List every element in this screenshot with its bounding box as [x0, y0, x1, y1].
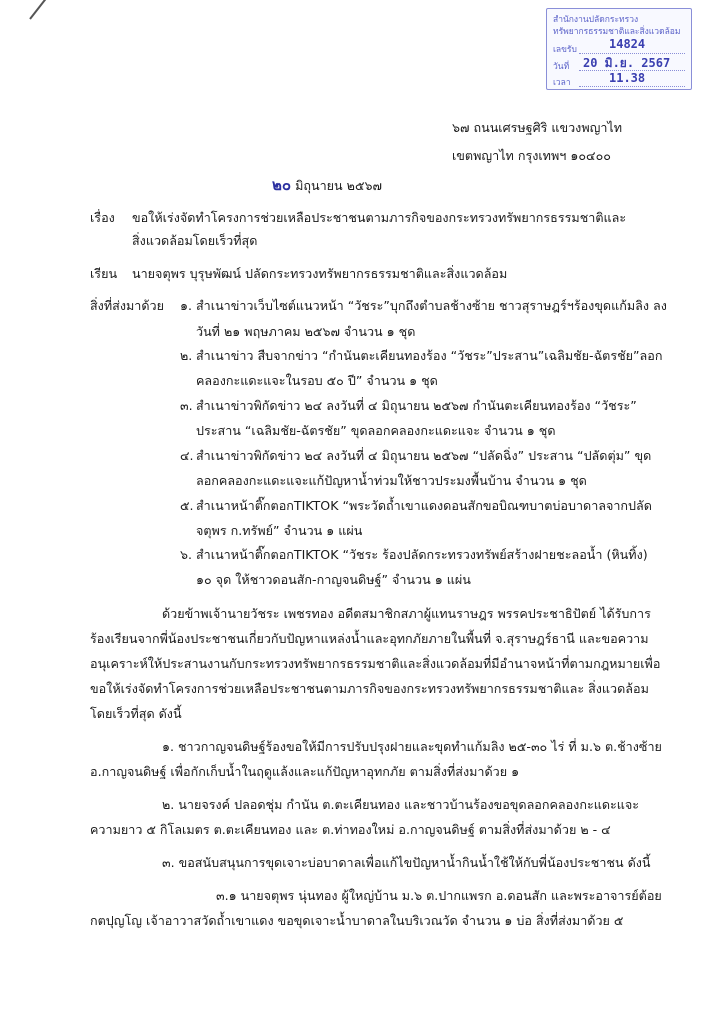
recipient-label: เรียน: [90, 266, 118, 281]
stamp-date: 20 มิ.ย. 2567: [583, 56, 671, 70]
enclosure-line: สำเนาข่าว สืบจากข่าว “กำนันตะเคียนทองร้อง “วัชระ”ประสาน”เฉลิมชัย-ฉัตรชัย”ลอก: [196, 348, 663, 363]
enclosure-line: สำเนาข่าวพิกัดข่าว ๒๔ ลงวันที่ ๔ มิถุนายน ๒๕๖๗ “ปลัดฉิ่ง” ประสาน “ปลัดตุ่ม” ขุด: [196, 448, 652, 463]
stamp-line1: สำนักงานปลัดกระทรวง: [553, 15, 639, 25]
request-item-3-1: ๓.๑ นายจตุพร นุ่นทอง ผู้ใหญ่บ้าน ม.๖ ต.ปากแพรก อ.ดอนสัก และพระอาจารย์ต้อย: [216, 888, 662, 903]
enclosure-line: คลองกะแดะแจะในรอบ ๕๐ ปี” จำนวน ๑ ชุด: [196, 373, 438, 388]
stamp-label-date: วันที่: [553, 62, 570, 72]
stamp-label-number: เลขรับ: [553, 45, 577, 55]
body-line: อนุเคราะห์ให้ประสานงานกับกระทรวงทรัพยากรธรรมชาติและสิ่งแวดล้อมที่มีอำนาจหน้าที่ตามกฎหมายเพื่อ: [90, 656, 661, 671]
subject-line1: ขอให้เร่งจัดทำโครงการช่วยเหลือประชาชนตามภารกิจของกระทรวงทรัพยากรธรรมชาติและ: [132, 210, 627, 225]
enclosure-line: วันที่ ๒๑ พฤษภาคม ๒๕๖๗ จำนวน ๑ ชุด: [196, 324, 416, 339]
pen-mark: [29, 0, 49, 20]
letter-date-day: ๒๐: [272, 176, 292, 194]
request-item-1: ๑. ชาวกาญจนดิษฐ์ร้องขอให้มีการปรับปรุงฝายและขุดทำแก้มลิง ๒๕-๓๐ ไร่ ที่ ม.๖ ต.ช้างซ้าย: [162, 739, 662, 754]
stamp-label-time: เวลา: [553, 78, 571, 88]
stamp-rule: [579, 86, 685, 87]
enclosure-line: จตุพร ก.ทรัพย์” จำนวน ๑ แผ่น: [196, 523, 363, 538]
letter-date: [272, 173, 382, 197]
enclosure-line: สำเนาข่าวเว็บไซต์แนวหน้า “วัชระ”บุกถึงตำบลช้างซ้าย ชาวสุราษฎร์ฯร้องขุดแก้มลิง ลง: [196, 298, 667, 313]
enclosure-line: สำเนาหน้าติ๊กตอกTIKTOK “พระวัดถ้ำเขาแดงดอนสักขอบิณฑบาตบ่อบาดาลจากปลัด: [196, 498, 652, 513]
sender-address-line2: เขตพญาไท กรุงเทพฯ ๑๐๔๐๐: [452, 148, 611, 163]
subject-line2: สิ่งแวดล้อมโดยเร็วที่สุด: [132, 233, 258, 248]
enclosure-line: ลอกคลองกะแดะแจะแก้ปัญหาน้ำท่วมให้ชาวประมงพื้นบ้าน จำนวน ๑ ชุด: [196, 473, 587, 488]
enclosure-line: สำเนาหน้าติ๊กตอกTIKTOK “วัชระ ร้องปลัดกระทรวงทรัพย์สร้างฝายชะลอน้ำ (หินทิ้ง): [196, 547, 648, 562]
request-item-3: ๓. ขอสนับสนุนการขุดเจาะบ่อบาดาลเพื่อแก้ไขปัญหาน้ำกินน้ำใช้ให้กับพี่น้องประชาชน ดังนี้: [162, 855, 651, 870]
request-item-2: ๒. นายจรงค์ ปลอดชุ่ม กำนัน ต.ตะเคียนทอง และชาวบ้านร้องขอขุดลอกคลองกะแดะแจะ: [162, 797, 640, 812]
body-line: ด้วยข้าพเจ้านายวัชระ เพชรทอง อดีตสมาชิกสภาผู้แทนราษฎร พรรคประชาธิปัตย์ ได้รับการ: [162, 606, 651, 621]
letter-date-month-year: มิถุนายน ๒๕๖๗: [295, 178, 382, 193]
enclosure-num: ๓.: [180, 398, 193, 413]
body-line: ร้องเรียนจากพี่น้องประชาชนเกี่ยวกับปัญหาแหล่งน้ำและอุทกภัยภายในพื้นที่ จ.สุราษฎร์ธานี และขอความ: [90, 631, 649, 646]
stamp-number: 14824: [609, 37, 646, 51]
stamp-time: 11.38: [609, 71, 646, 85]
sender-address-line1: ๖๗ ถนนเศรษฐศิริ แขวงพญาไท: [452, 120, 623, 135]
enclosure-num: ๖.: [180, 547, 192, 562]
enclosure-line: ประสาน “เฉลิมชัย-ฉัตรชัย” ขุดลอกคลองกะแดะแจะ จำนวน ๑ ชุด: [196, 423, 556, 438]
enclosure-num: ๑.: [180, 298, 192, 313]
receipt-stamp: [546, 8, 692, 90]
subject-label: เรื่อง: [90, 210, 115, 225]
stamp-line2: ทรัพยากรธรรมชาติและสิ่งแวดล้อม: [553, 27, 681, 37]
enclosure-num: ๔.: [180, 448, 194, 463]
request-item-1-cont: อ.กาญจนดิษฐ์ เพื่อกักเก็บน้ำในฤดูแล้งและแก้ปัญหาอุทกภัย ตามสิ่งที่ส่งมาด้วย ๑: [90, 764, 520, 779]
enclosure-line: ๑๐ จุด ให้ชาวดอนสัก-กาญจนดิษฐ์” จำนวน ๑ แผ่น: [196, 572, 471, 587]
enclosures-label: สิ่งที่ส่งมาด้วย: [90, 298, 164, 313]
body-line: ขอให้เร่งจัดทำโครงการช่วยเหลือประชาชนตามภารกิจของกระทรวงทรัพยากรธรรมชาติและ สิ่งแวดล้อม: [90, 681, 649, 696]
request-item-2-cont: ความยาว ๕ กิโลเมตร ต.ตะเคียนทอง และ ต.ท่าทองใหม่ อ.กาญจนดิษฐ์ ตามสิ่งที่ส่งมาด้วย ๒ - ๔: [90, 822, 611, 837]
recipient-text: นายจตุพร บุรุษพัฒน์ ปลัดกระทรวงทรัพยากรธรรมชาติและสิ่งแวดล้อม: [132, 266, 508, 281]
body-line: โดยเร็วที่สุด ดังนี้: [90, 706, 182, 721]
request-item-3-1-cont: กตปุญโญ เจ้าอาวาสวัดถ้ำเขาแดง ขอขุดเจาะน้ำบาดาลในบริเวณวัด จำนวน ๑ บ่อ สิ่งที่ส่งมาด้วย ๕: [90, 913, 624, 928]
enclosure-line: สำเนาข่าวพิกัดข่าว ๒๔ ลงวันที่ ๔ มิถุนายน ๒๕๖๗ กำนันตะเคียนทองร้อง “วัชระ”: [196, 398, 637, 413]
enclosure-num: ๕.: [180, 498, 194, 513]
enclosure-num: ๒.: [180, 348, 193, 363]
